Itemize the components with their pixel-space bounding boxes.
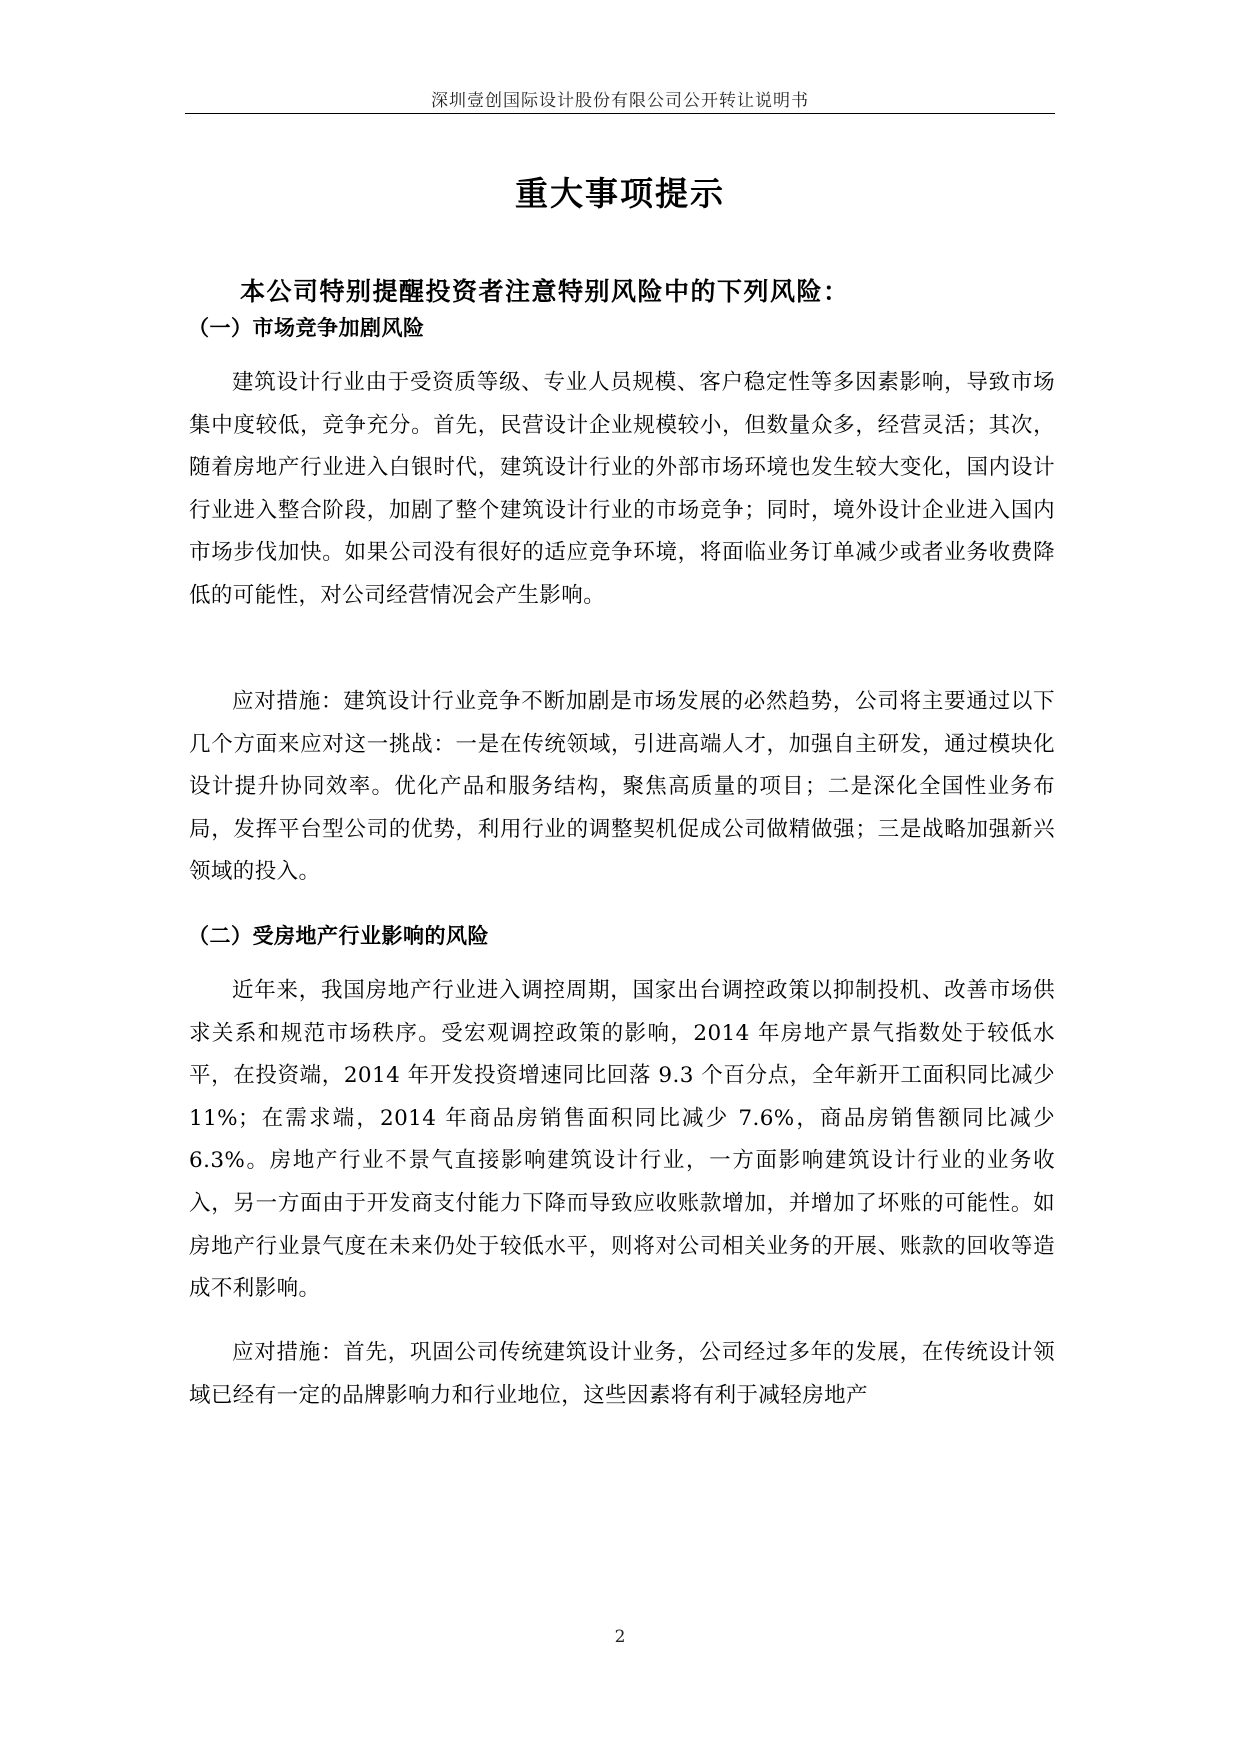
section-heading-2: （二）受房地产行业影响的风险 [188, 924, 489, 948]
paragraph-market-competition-measures: 应对措施：建筑设计行业竞争不断加剧是市场发展的必然趋势，公司将主要通过以下几个方面来应对这一挑战：一是在传统领域，引进高端人才，加强自主研发，通过模块化设计提升协同效率。优化产品和服务结构，聚焦高质量的项目；二是深化全国性业务布局，发挥平台型公司的优势，利用行业的调整契机促成公司做精做强；三是战略加强新兴领域的投入。 [189, 689, 1055, 885]
subtitle: 本公司特别提醒投资者注意特别风险中的下列风险： [240, 277, 850, 306]
section-heading-1: （一）市场竞争加剧风险 [188, 316, 425, 340]
page-number: 2 [614, 1627, 626, 1647]
header-rule [185, 113, 1055, 114]
running-header: 深圳壹创国际设计股份有限公司公开转让说明书 [431, 91, 809, 111]
page-title: 重大事项提示 [515, 174, 725, 213]
paragraph-real-estate-risk: 近年来，我国房地产行业进入调控周期，国家出台调控政策以抑制投机、改善市场供求关系和规范市场秩序。受宏观调控政策的影响，2014 年房地产景气指数处于较低水平，在投资端，2014 年开发投资增速同比回落 9.3 个百分点，全年新开工面积同比减少 11%；在需求端，2014 年商品房销售面积同比减少 7.6%，商品房销售额同比减少 6.3%。房地产行业不景气直接影响建筑设计行业，一方面影响建筑设计行业的业务收入，另一方面由于开发商支付能力下降而导致应收账款增加，并增加了坏账的可能性。如房地产行业景气度在未来仍处于较低水平，则将对公司相关业务的开展、账款的回收等造成不利影响。 [189, 978, 1055, 1302]
paragraph-market-competition-risk: 建筑设计行业由于受资质等级、专业人员规模、客户稳定性等多因素影响，导致市场集中度较低，竞争充分。首先，民营设计企业规模较小，但数量众多，经营灵活；其次，随着房地产行业进入白银时代，建筑设计行业的外部市场环境也发生较大变化，国内设计行业进入整合阶段，加剧了整个建筑设计行业的市场竞争；同时，境外设计企业进入国内市场步伐加快。如果公司没有很好的适应竞争环境，将面临业务订单减少或者业务收费降低的可能性，对公司经营情况会产生影响。 [189, 370, 1055, 608]
paragraph-real-estate-measures: 应对措施：首先，巩固公司传统建筑设计业务，公司经过多年的发展，在传统设计领域已经有一定的品牌影响力和行业地位，这些因素将有利于减轻房地产 [189, 1340, 1055, 1408]
